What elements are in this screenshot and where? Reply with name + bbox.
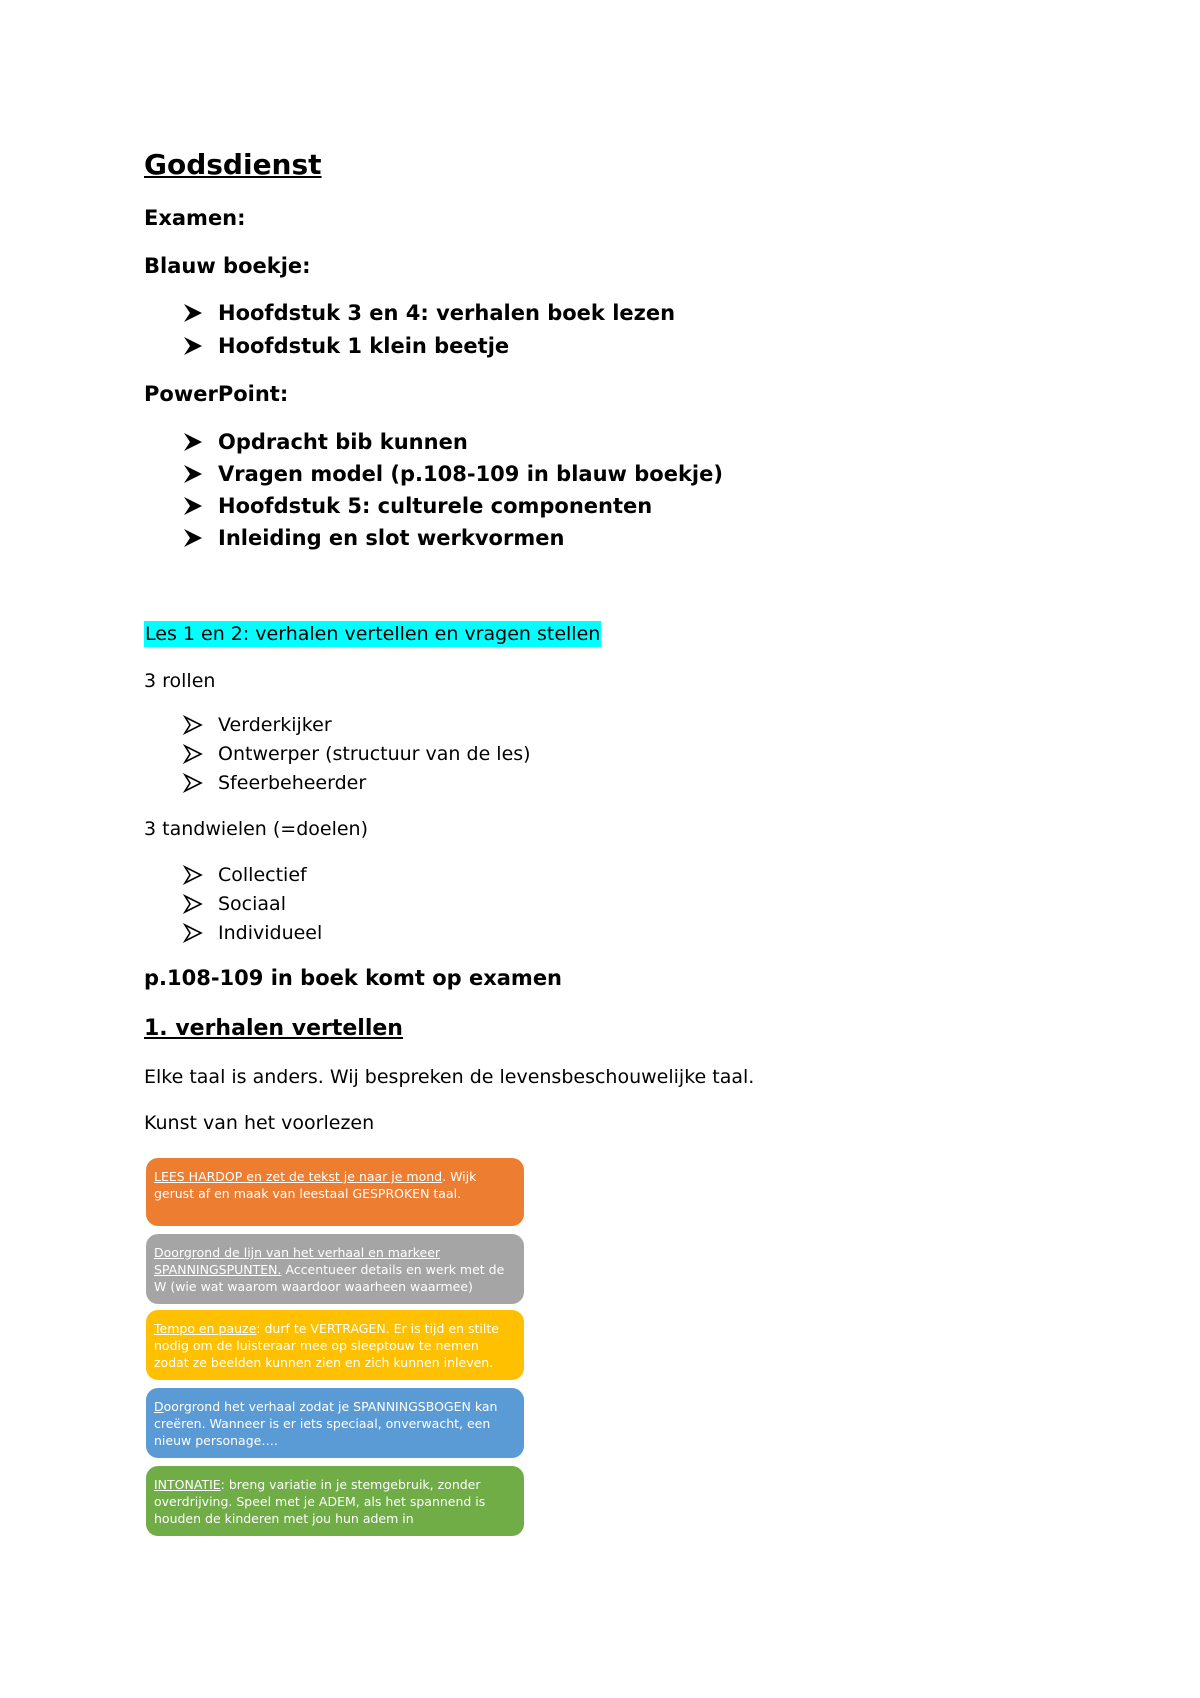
list-item: [182, 714, 332, 736]
blue-book-label: Blauw boekje:: [144, 254, 311, 278]
tip-underlined: Doorgrond de lijn van het verhaal en markeer SPANNINGSPUNTEN.: [154, 1245, 441, 1277]
list-item-label: Collectief: [218, 864, 307, 886]
lesson-heading: [144, 623, 601, 645]
tip-box-gray: [146, 1234, 524, 1304]
list-item-label: Verderkijker: [218, 714, 332, 736]
roles-label: 3 rollen: [144, 670, 216, 692]
arrow-bullet-icon: [182, 302, 204, 324]
exam-label: Examen:: [144, 206, 246, 230]
section-heading: 1. verhalen vertellen: [144, 1016, 403, 1041]
arrow-bullet-icon: [182, 922, 204, 944]
list-item-label: Opdracht bib kunnen: [218, 430, 468, 454]
tip-box-blue: [146, 1388, 524, 1458]
tip-box-yellow: [146, 1310, 524, 1380]
list-item: [182, 922, 322, 944]
tip-underlined: D: [154, 1399, 164, 1414]
tip-underlined: LEES HARDOP en zet de tekst je naar je mond: [154, 1169, 443, 1184]
page-title: Godsdienst: [144, 148, 322, 181]
tip-box-orange: [146, 1158, 524, 1226]
gears-label: 3 tandwielen (=doelen): [144, 818, 369, 840]
list-item: [182, 430, 468, 454]
list-item: [182, 893, 286, 915]
list-item-label: Sociaal: [218, 893, 286, 915]
tip-underlined: Tempo en pauze: [154, 1321, 257, 1336]
arrow-bullet-icon: [182, 431, 204, 453]
tip-text: : breng variatie in je stemgebruik, zonder overdrijving. Speel met je ADEM, als het spannend is houden de kinderen met jou hun adem in: [154, 1477, 486, 1526]
list-item-label: Sfeerbeheerder: [218, 772, 367, 794]
list-item: [182, 462, 723, 486]
list-item: [182, 772, 366, 794]
arrow-bullet-icon: [182, 495, 204, 517]
arrow-bullet-icon: [182, 893, 204, 915]
arrow-bullet-icon: [182, 743, 204, 765]
section-text: Elke taal is anders. Wij bespreken de levensbeschouwelijke taal.: [144, 1066, 755, 1088]
tip-box-green: [146, 1466, 524, 1536]
list-item-label: Hoofdstuk 5: culturele componenten: [218, 494, 653, 518]
list-item: [182, 526, 564, 550]
arrow-bullet-icon: [182, 864, 204, 886]
list-item: [182, 743, 531, 765]
list-item: [182, 494, 652, 518]
list-item: [182, 334, 509, 358]
highlighted-text: Les 1 en 2: verhalen vertellen en vragen stellen: [145, 623, 601, 645]
reading-label: Kunst van het voorlezen: [144, 1112, 375, 1134]
tip-underlined: INTONATIE: [154, 1477, 221, 1492]
list-item-label: Vragen model (p.108-109 in blauw boekje): [218, 462, 723, 486]
arrow-bullet-icon: [182, 527, 204, 549]
tip-text: Accentueer details en werk met de W (wie wat waarom waardoor waarheen waarmee): [154, 1262, 505, 1294]
arrow-bullet-icon: [182, 714, 204, 736]
exam-note: p.108-109 in boek komt op examen: [144, 966, 563, 990]
powerpoint-label: PowerPoint:: [144, 382, 289, 406]
arrow-bullet-icon: [182, 335, 204, 357]
arrow-bullet-icon: [182, 772, 204, 794]
list-item-label: Inleiding en slot werkvormen: [218, 526, 565, 550]
tip-text: : durf te VERTRAGEN. Er is tijd en stilte nodig om de luisteraar mee op sleeptouw te nemen zodat ze beelden kunnen zien en zich kunnen inleven.: [154, 1321, 499, 1370]
list-item: [182, 301, 675, 325]
arrow-bullet-icon: [182, 463, 204, 485]
tip-text: . Wijk gerust af en maak van leestaal GESPROKEN taal.: [154, 1169, 477, 1201]
list-item-label: Individueel: [218, 922, 323, 944]
list-item: [182, 864, 307, 886]
list-item-label: Ontwerper (structuur van de les): [218, 743, 531, 765]
list-item-label: Hoofdstuk 1 klein beetje: [218, 334, 510, 358]
tip-text: oorgrond het verhaal zodat je SPANNINGSBOGEN kan creëren. Wanneer is er iets speciaal, onverwacht, een nieuw personage….: [154, 1399, 498, 1448]
list-item-label: Hoofdstuk 3 en 4: verhalen boek lezen: [218, 301, 676, 325]
